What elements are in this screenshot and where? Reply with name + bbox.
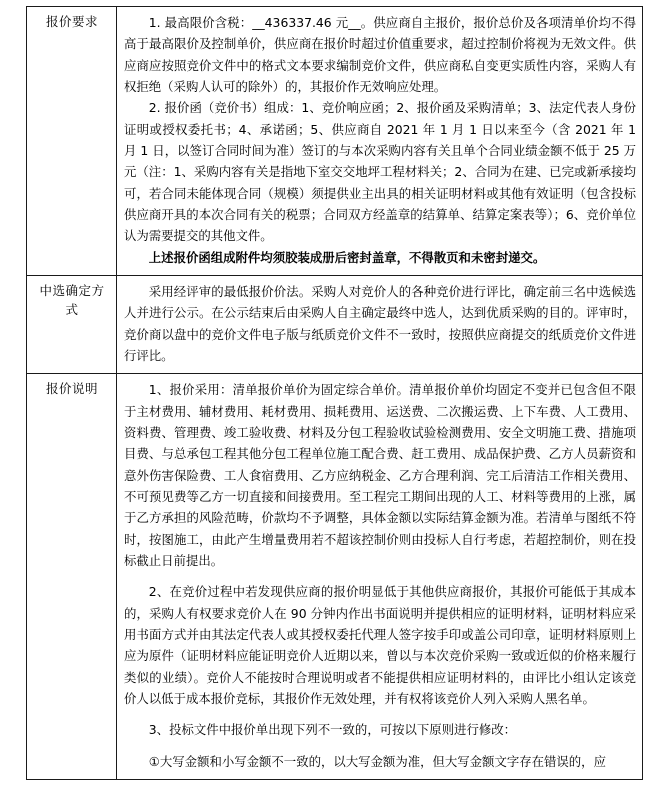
- row-content-selection-method: [117, 275, 643, 373]
- paragraph: 2、在竞价过程中若发现供应商的报价明显低于其他供应商报价，其报价可能低于其成本的，采购人有权要求竞价人在 90 分钟内作出书面说明并提供相应的证明材料，证明材料应采用书面方式并由其法定代表人或其授权委托代理人签字按手印或盖公司印章，证明材料原则上应为原件（证明材料应能证明竞价人近期以来，曾以与本次竞价采购一致或近似的价格来履行类似的业绩）。竞价人不能按时合理说明或者不能提供相应证明材料的，由评比小组认定该竞价人以低于成本报价竞标，其报价作无效处理，并有权将该竞价人列入采购人黑名单。: [124, 584, 636, 706]
- paragraph: 1、报价采用：清单报价单价为固定综合单价。清单报价单价均固定不变并已包含但不限于主材费用、辅材费用、耗材费用、损耗费用、运送费、二次搬运费、上下车费、人工费用、资料费、管理费、竣工验收费、材料及分包工程验收试验检测费用、安全文明施工费、措施项目费、与总承包工程其他分包工程单位施工配合费、赶工费用、成品保护费、乙方人员薪资和意外伤害保险费、工人食宿费用、乙方应纳税金、乙方合理利润、完工后清洁工作相关费用、不可预见费等乙方一切直接和间接费用。至工程完工期间出现的人工、材料等费用的上涨，属于乙方承担的风险范畴，价款均不予调整，具体金额以实际结算金额为准。若清单与图纸不符时，按图施工，由此产生增量费用若不超该控制价则由投标人自行考虑，若超控制价，则在投标截止日前提出。: [124, 382, 636, 568]
- row-content-quote-requirements: [117, 7, 643, 276]
- table-row-quote-explanation: [27, 374, 643, 780]
- row-content-quote-explanation: [117, 374, 643, 780]
- row-label-quote-explanation: [27, 374, 117, 780]
- paragraph: ①大写金额和小写金额不一致的，以大写金额为准，但大写金额文字存在错误的，应: [148, 753, 606, 769]
- row-label-selection-method: [27, 275, 117, 373]
- row-label-quote-requirements: [27, 7, 117, 276]
- table-row-selection-method: [27, 275, 643, 373]
- paragraph-emphasis: 上述报价函组成附件均须胶装成册后密封盖章，不得散页和未密封递交。: [148, 249, 546, 265]
- paragraph: 2. 报价函（竞价书）组成：1、竞价响应函；2、报价函及采购清单；3、法定代表人身份证明或授权委托书；4、承诺函；5、供应商自 2021 年 1 月 1 日以来至今（含 2021 年 1 月 1 日，以签订合同时间为准）签订的与本次采购内容有关且单个合同业绩金额不低于 25 万元（注：1、采购内容有关是指地下室交交地坪工程材料关；2、合同为在建、已完或新承接均可，若合同未能体现合同（规模）须提供业主出具的相关证明材料或其他有效证明（包含投标供应商开具的本次合同有关的税票；合同双方经盖章的结算单、结算定案表等）；6、竞价单位认为需要提交的其他文件。: [124, 100, 636, 244]
- paragraph: 采用经评审的最低报价价法。采购人对竞价人的各种竞价进行评比，确定前三名中选候选人并进行公示。在公示结束后由采购人自主确定最终中选人，达到优质采购的目的。评审时，竞价商以盘中的竞价文件电子版与纸质竞价文件不一致时，按照供应商提交的纸质竞价文件进行评比。: [124, 283, 636, 363]
- row-label-text: 报价说明: [45, 381, 98, 397]
- paragraph: 1. 最高限价含税：__436337.46 元__。供应商自主报价，报价总价及各项清单价均不得高于最高限价及控制单价，供应商在报价时超过价值重要求，超过控制价将视为无效文件。供应商应按照竞价文件中的格式文本要求编制竞价文件，供应商私自变更实质性内容，采购人有权拒绝（采购人认可的除外）的，其报价作无效响应处理。: [124, 15, 636, 94]
- bidding-requirements-table: [26, 6, 643, 780]
- row-label-text: 中选确定方式: [39, 282, 105, 318]
- table-row-quote-requirements: [27, 7, 643, 276]
- row-label-text: 报价要求: [45, 14, 98, 29]
- paragraph: 3、投标文件中报价单出现下列不一致的，可按以下原则进行修改：: [148, 722, 517, 738]
